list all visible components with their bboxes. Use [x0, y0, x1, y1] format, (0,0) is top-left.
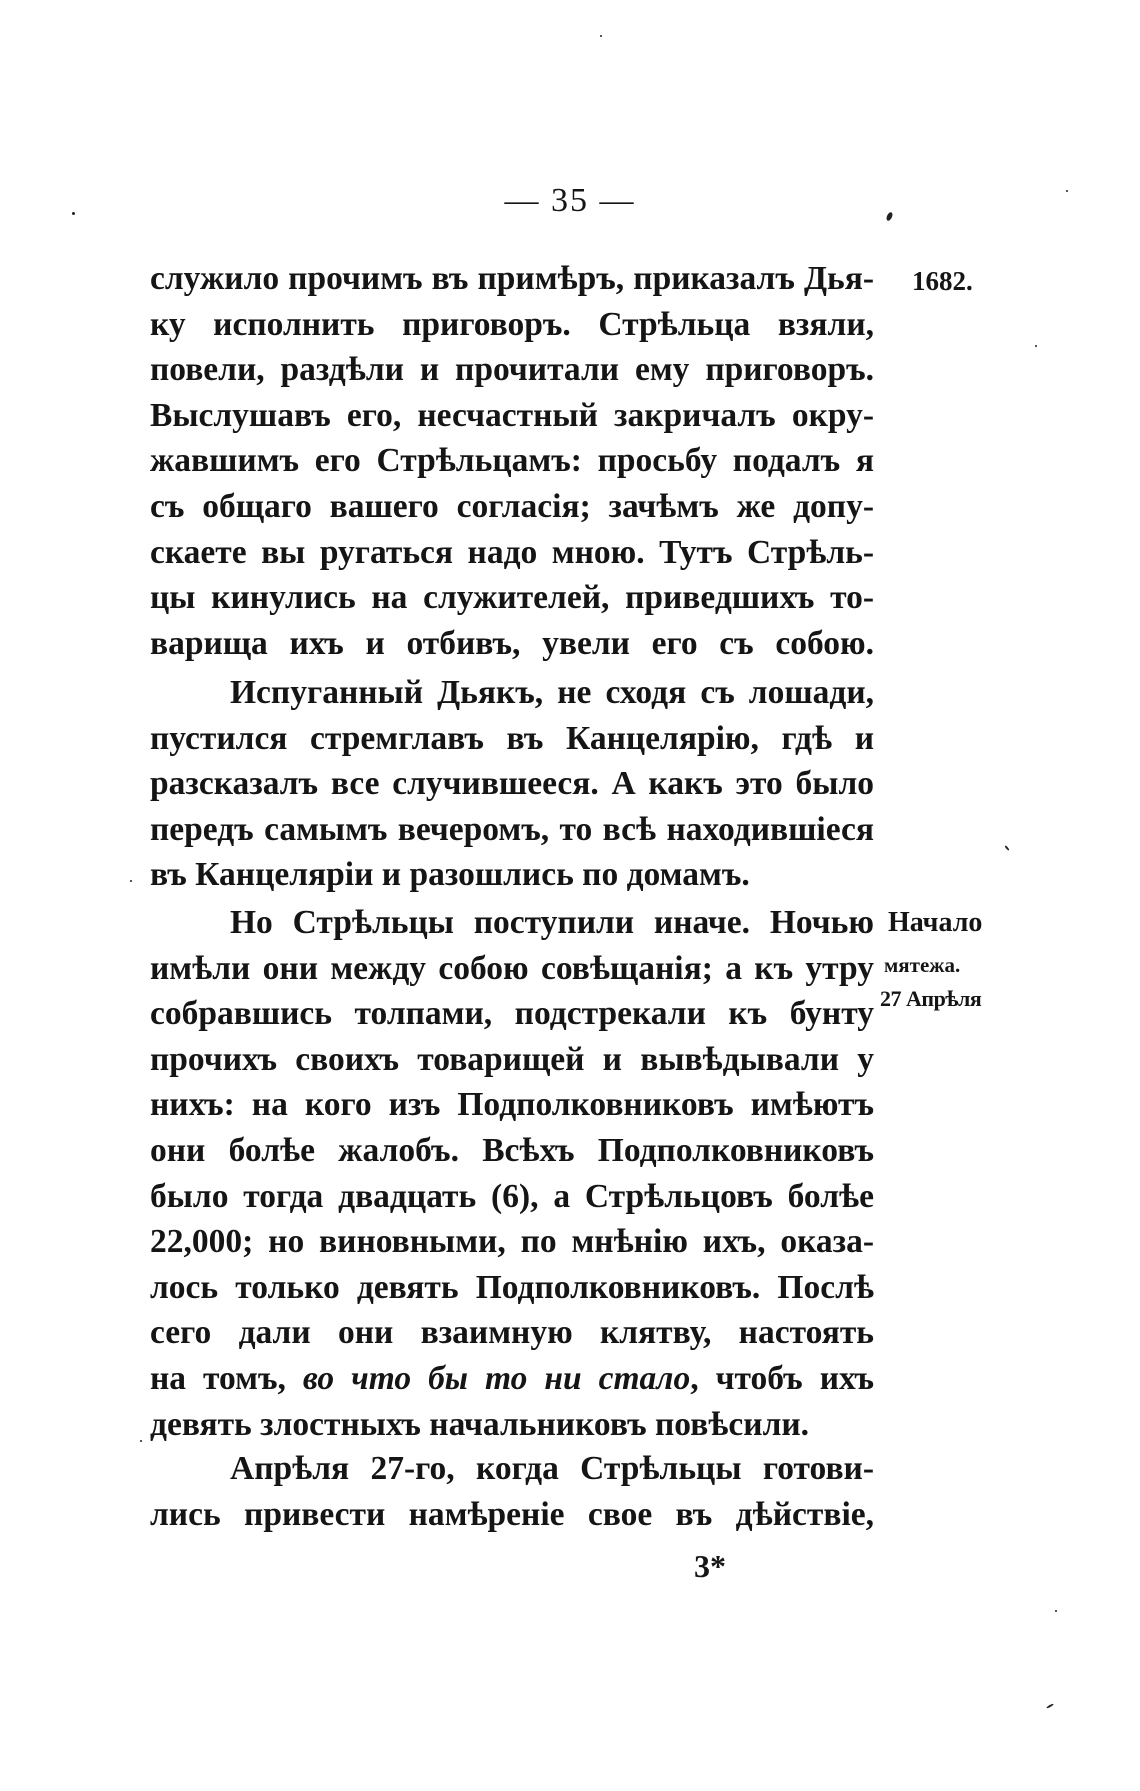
text-line: разсказалъ все случившееся. А какъ это было [150, 765, 874, 803]
text-line: передъ самымъ вечеромъ, то всѣ находившіеся [150, 810, 874, 848]
text-line: Апрѣля 27-го, когда Стрѣльцы готови- [230, 1450, 874, 1487]
margin-note-title: Начало [888, 907, 983, 938]
text-line: лось только девять Подполковниковъ. Послѣ [150, 1268, 874, 1306]
text-line: Выслушавъ его, несчастный закричалъ окру- [150, 396, 874, 434]
text-line: сего дали они взаимную клятву, настоять [150, 1314, 874, 1352]
text-line: варища ихъ и отбивъ, увели его съ собою. [150, 624, 874, 662]
scan-speck [600, 35, 602, 37]
text-line: повели, раздѣли и прочитали ему приговоръ. [150, 351, 874, 389]
text-fragment: на томъ, [150, 1359, 303, 1397]
text-line: Испуганный Дьякъ, не сходя съ лошади, [230, 674, 874, 711]
text-line: Но Стрѣльцы поступили иначе. Ночью [230, 904, 874, 941]
text-line: прочихъ своихъ товарищей и вывѣдывали у [150, 1040, 874, 1078]
italic-phrase: во что бы то ни стало [302, 1359, 691, 1397]
paragraph-4 [150, 1446, 874, 1537]
text-line: имѣли они между собою совѣщанія; а къ утру [150, 949, 874, 987]
text-line: цы кинулись на служителей, приведшихъ то- [150, 579, 874, 617]
margin-year-note: 1682. [912, 266, 973, 296]
text-line: нихъ: на кого изъ Подполковниковъ имѣютъ [150, 1086, 874, 1124]
scan-speck [1046, 1703, 1054, 1709]
text-line-with-italic [150, 1356, 874, 1402]
margin-note-subtitle: мятежа. [884, 953, 961, 977]
text-line: было тогда двадцать (6), а Стрѣльцовъ болѣе [150, 1177, 874, 1215]
text-line: девять злостныхъ начальниковъ повѣсили. [150, 1405, 810, 1443]
scan-speck [140, 1440, 142, 1442]
text-line: съ общаго вашего согласія; зачѣмъ же допу- [150, 487, 874, 525]
page-number: — 35 — [504, 182, 636, 219]
text-fragment: , чтобъ ихъ [690, 1359, 874, 1397]
text-line: служило прочимъ въ примѣръ, приказалъ Дья- [150, 260, 874, 297]
text-line: 22,000; но виновными, по мнѣнію ихъ, оказа- [150, 1223, 874, 1261]
text-line: собравшись толпами, подстрекали къ бунту [150, 995, 874, 1033]
text-line: скаете вы ругаться надо мною. Тутъ Стрѣль- [150, 533, 874, 571]
paragraph-2 [150, 670, 874, 898]
text-line: пустился стремглавъ въ Канцелярію, гдѣ и [150, 719, 874, 757]
scan-speck [72, 212, 75, 215]
text-line: они болѣе жалобъ. Всѣхъ Подполковниковъ [150, 1131, 874, 1169]
text-line: лись привести намѣреніе свое въ дѣйствіе, [150, 1495, 874, 1533]
scan-speck [1004, 845, 1009, 851]
scan-speck [1066, 190, 1068, 192]
signature-mark: 3* [694, 1548, 726, 1584]
scan-speck [1035, 345, 1037, 347]
text-line: ку исполнить приговоръ. Стрѣльца взяли, [150, 305, 874, 343]
text-line: жавшимъ его Стрѣльцамъ: просьбу подалъ я [150, 442, 874, 480]
text-line: въ Канцеляріи и разошлись по домамъ. [150, 856, 750, 894]
scan-speck [130, 880, 132, 882]
margin-note-date: 27 Апрѣля [880, 986, 982, 1011]
paragraph-3 [150, 900, 874, 1447]
paragraph-1 [150, 256, 874, 666]
scan-speck [1055, 1610, 1057, 1612]
